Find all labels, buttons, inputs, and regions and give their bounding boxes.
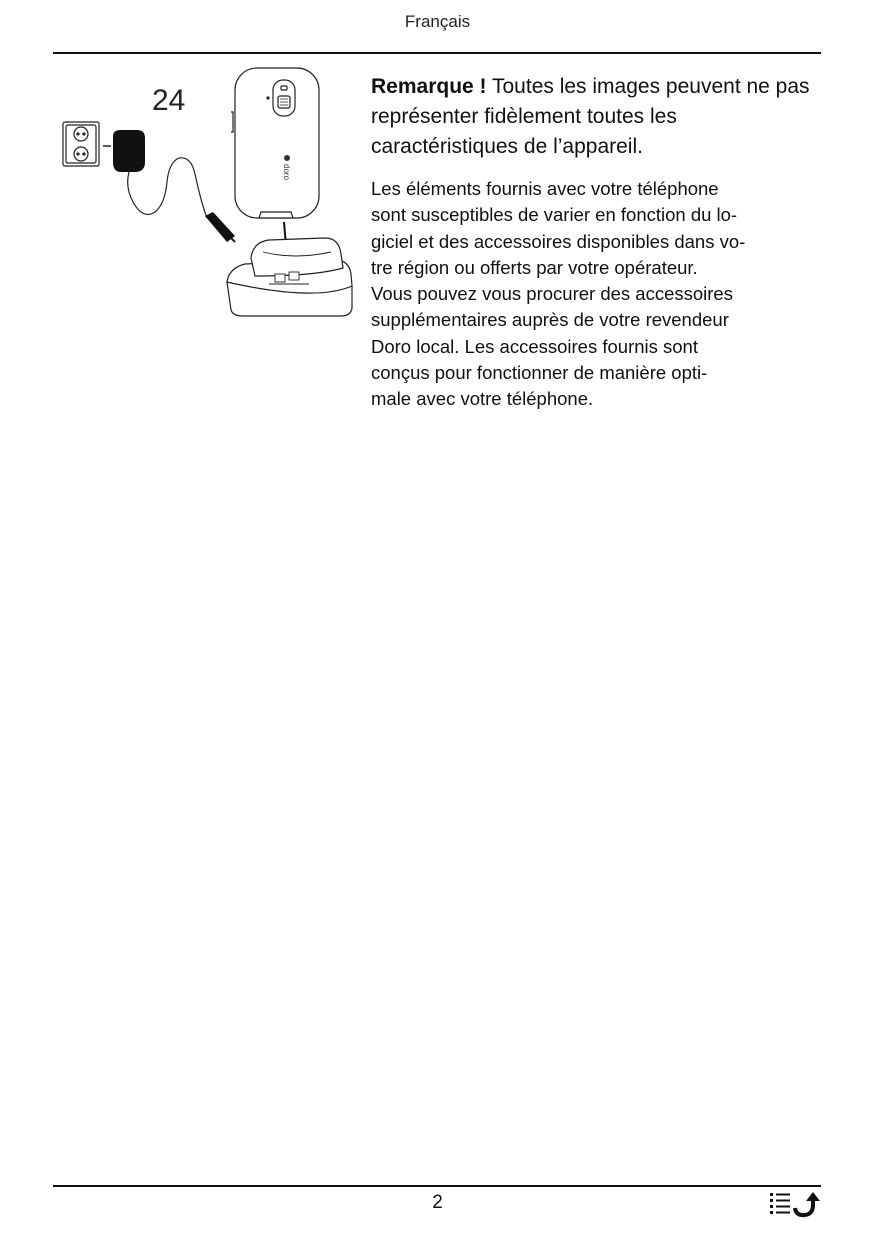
remark-text: Toutes les images peuvent ne pas représenter fidèlement toutes les caractéristiques de l’appareil. <box>371 75 810 158</box>
page-number: 2 <box>432 1192 443 1213</box>
footer-rule <box>53 1185 821 1187</box>
charging-cradle-icon <box>227 238 352 316</box>
body-line: Vous pouvez vous procurer des accessoires <box>371 283 733 305</box>
body-paragraph <box>371 176 821 413</box>
usb-connector-icon <box>205 212 235 242</box>
header-rule <box>53 52 821 54</box>
phone-icon <box>231 68 319 218</box>
body-line: Les éléments fournis avec votre téléphone <box>371 178 719 199</box>
illustration-number: 24 <box>152 84 186 117</box>
charger-adapter-icon <box>103 130 145 172</box>
body-line: male avec votre téléphone. <box>371 388 594 410</box>
wall-socket-icon <box>63 122 99 166</box>
charging-drawing <box>55 62 355 324</box>
remark-paragraph <box>371 72 821 162</box>
body-line: sont susceptibles de varier en fonction du lo- <box>371 204 738 226</box>
content-column <box>371 72 821 413</box>
body-line: supplémentaires auprès de votre revendeur <box>371 309 729 331</box>
body-line: conçus pour fonctionner de manière opti- <box>371 362 708 384</box>
body-line: tre région ou offerts par votre opérateur. <box>371 256 698 278</box>
remark-label: Remarque ! <box>371 75 487 98</box>
back-to-contents-icon[interactable] <box>768 1190 822 1218</box>
header-language: Français <box>404 12 471 31</box>
body-line: giciel et des accessoires disponibles dans vo- <box>371 230 746 252</box>
charging-illustration <box>55 62 355 324</box>
body-line: Doro local. Les accessoires fournis sont <box>371 335 698 357</box>
svg-text:doro: doro <box>282 164 291 181</box>
